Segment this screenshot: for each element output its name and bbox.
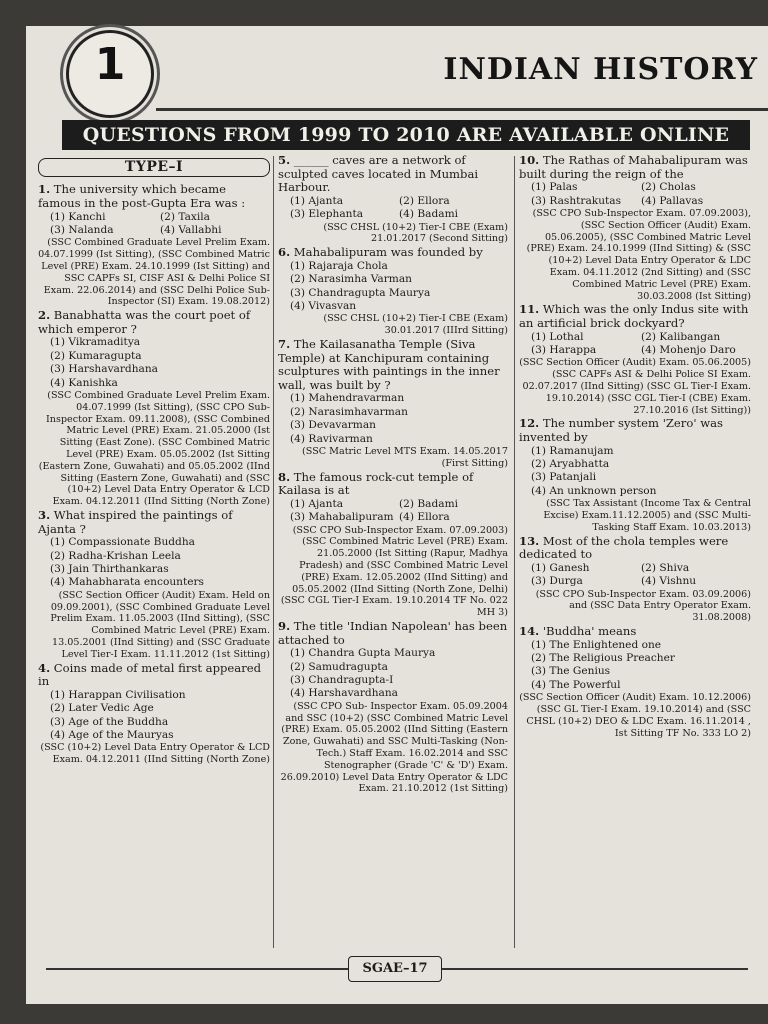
question-item [519,417,751,533]
options-list [278,260,508,314]
option-item: (3) Durga [531,575,583,588]
question-number: 12. [519,416,540,431]
option-item: (4) Vishnu [641,575,697,588]
question-item [519,154,751,302]
options-list [519,639,751,693]
option-item: (2) Radha-Krishan Leela [50,549,181,562]
option-item: (2) The Religious Preacher [531,651,675,664]
question-item [38,509,270,661]
question-item [38,183,270,308]
option-item: (3) Chandragupta Maurya [290,286,431,299]
question-number: 11. [519,302,540,317]
question-stem: The title 'Indian Napolean' has been attached to [278,618,508,647]
exam-source: (SSC Section Officer (Audit) Exam. Held on 09.09.2001), (SSC Combined Graduate Level Prelim Exam. 11.05.2003 (IInd Sitting), (SSC Combined Matric Level (PRE) Exam. 13.05.2001 (IInd Sitting) and (SSC Graduate Level Tier-I Exam. 11.11.2012 (1st Sitting) [50,589,270,660]
question-text [519,625,751,639]
option-item: (1) Chandra Gupta Maurya [290,647,436,660]
option-item: (3) Mahabalipuram [290,511,394,524]
option-item: (2) Shiva [641,561,690,574]
option-item: (2) Narasimha Varman [290,273,412,286]
question-number: 2. [38,308,51,323]
question-text [278,620,508,647]
question-item [278,246,508,337]
question-number: 14. [519,623,540,638]
exam-source: (SSC Section Officer (Audit) Exam. 05.06.2005) (SSC CAPFs ASI & Delhi Police SI Exam. 02.07.2017 (IInd Sitting) (SSC GL Tier-I Exam. 19.10.2014) (SSC CGL Tier-I (CBE) Exam. 27.10.2016 (Ist Sitting)) [519,357,751,416]
option-item: (3) Chandragupta-I [290,673,394,686]
option-item: (4) Pallavas [641,194,704,207]
question-item [278,620,508,795]
options-list [38,536,270,590]
options-list [278,647,508,701]
option-item: (4) Ravivarman [290,432,373,445]
question-number: 4. [38,660,51,675]
option-item: (2) Samudragupta [290,660,388,673]
option-item: (1) Ajanta [290,497,344,510]
option-item: (1) Compassionate Buddha [50,536,195,549]
option-item: (1) Lothal [531,330,584,343]
option-item: (1) Rajaraja Chola [290,259,388,272]
question-stem: Most of the chola temples were dedicated to [519,533,729,562]
online-banner: QUESTIONS FROM 1999 TO 2010 ARE AVAILABLE ONLINE [62,120,750,150]
question-number: 5. [278,153,291,167]
option-item: (3) Patanjali [531,471,597,484]
exam-source: (SSC CPO Sub-Inspector Exam. 07.09.2003) (SSC Combined Matric Level (PRE) Exam. 21.05.2000 (Ist Sitting (Rapur, Madhya Pradesh) and (SSC Combined Matric Level (PRE) Exam. 12.05.2002 (IInd Sitting) and 05.05.2002 (IInd Sitting (North Zone, Delhi) (SSC CGL Tier-I Exam. 19.10.2014 TF No. 022 MH 3) [280,524,508,619]
question-stem: Coins made of metal first appeared in [38,660,262,689]
column-divider [273,156,274,948]
exam-source: (SSC CHSL (10+2) Tier-I CBE (Exam) 30.01.2017 (IIIrd Sitting) [323,313,508,337]
options-list [38,211,270,238]
question-number: 10. [519,153,540,167]
question-stem: 'Buddha' means [542,623,637,638]
option-item: (3) The Genius [531,665,611,678]
title-underline [156,108,768,111]
question-number: 3. [38,507,51,522]
options-list [38,689,270,743]
options-list [278,498,508,525]
option-item: (4) Harshavardhana [290,687,398,700]
option-item: (2) Cholas [641,181,696,194]
question-text [519,417,751,444]
option-item: (3) Devavarman [290,419,376,432]
question-item [38,309,270,508]
question-text [278,154,508,195]
question-text [278,246,508,260]
option-item: (4) The Powerful [531,678,621,691]
exam-source: (SSC CPO Sub-Inspector Exam. 07.09.2003), (SSC Section Officer (Audit) Exam. 05.06.2005), (SSC Combined Matric Level (PRE) Exam. 24.10.1999 (IInd Sitting) & (SSC (10+2) Level Data Entry Operator & LDC Exam. 04.11.2012 (2nd Sitting) and (SSC Combined Matric Level (PRE) Exam. 30.03.2008 (Ist Sitting) [526,208,751,302]
question-stem: The university which became famous in the post-Gupta Era was : [38,182,246,210]
question-stem: What inspired the paintings of Ajanta ? [38,507,233,536]
column-middle [278,154,508,796]
question-stem: Which was the only Indus site with an artificial brick dockyard? [519,302,749,330]
question-stem: The Kailasanatha Temple (Siva Temple) at Kanchipuram containing sculptures with paintings in the inner wall, was built by ? [278,337,500,392]
option-item: (4) Kanishka [50,376,118,389]
option-item: (1) Palas [531,181,578,194]
options-list [519,331,751,358]
option-item: (1) Mahendravarman [290,392,405,405]
question-item [278,154,508,245]
option-item: (4) Ellora [399,511,450,524]
option-item: (1) Kanchi [50,210,106,223]
option-item: (1) Ajanta [290,194,344,207]
option-item: (3) Elephanta [290,208,364,221]
options-list [519,562,751,589]
question-text [519,535,751,562]
question-stem: The number system 'Zero' was invented by [519,416,723,444]
column-divider [514,156,515,948]
question-text [278,338,508,392]
options-list [519,445,751,499]
question-number: 1. [38,182,51,197]
page-footer: SGAE–17 [348,956,442,982]
option-item: (3) Rashtrakutas [531,194,622,207]
question-item [278,338,508,470]
question-stem: Mahabalipuram was founded by [293,245,483,260]
question-item [278,471,508,619]
option-item: (2) Aryabhatta [531,457,610,470]
question-stem: The Rathas of Mahabalipuram was built during the reign of the [519,153,748,181]
option-item: (3) Jain Thirthankaras [50,562,169,575]
question-stem: ______ caves are a network of sculpted caves located in Mumbai Harbour. [278,153,479,195]
options-list [278,392,508,446]
option-item: (1) The Enlightened one [531,638,662,651]
options-list [38,336,270,390]
exam-source: (SSC (10+2) Level Data Entry Operator & LCD Exam. 04.12.2011 (IInd Sitting (North Zone) [40,742,270,766]
option-item: (4) Age of the Mauryas [50,728,174,741]
option-item: (2) Ellora [399,194,450,207]
column-right [519,154,751,740]
option-item: (2) Kumaragupta [50,349,142,362]
exam-source: (SSC Section Officer (Audit) Exam. 10.12.2006) (SSC GL Tier-I Exam. 19.10.2014) and (SSC CHSL (10+2) DEO & LDC Exam. 16.11.2014 , Ist Sitting TF No. 333 LO 2) [519,692,751,739]
option-item: (3) Harappa [531,343,597,356]
exam-source: (SSC Combined Graduate Level Prelim Exam. 04.07.1999 (Ist Sitting), (SSC CPO Sub-Inspector Exam. 09.11.2008), (SSC Combined Matric Level (PRE) Exam. 21.05.2000 (Ist Sitting (East Zone). (SSC Combined Matric Level (PRE) Exam. 05.05.2002 (Ist Sitting (Eastern Zone, Guwahati) and 05.05.2002 (IInd Sitting (Eastern Zone, Guwahati) and (SSC (10+2) Level Data Entry Operator & LCD Exam. 04.12.2011 (IInd Sitting (North Zone) [38,390,270,508]
question-number: 7. [278,337,291,351]
options-list [519,181,751,208]
type-label: TYPE–I [38,158,270,177]
option-item: (1) Vikramaditya [50,336,141,349]
option-item: (2) Badami [399,497,459,510]
exam-source: (SSC Combined Graduate Level Prelim Exam. 04.07.1999 (Ist Sitting), (SSC Combined Matric Level (PRE) Exam. 24.10.1999 (Ist Sitting) and SSC CAPFs SI, CISF ASI & Delhi Police SI Exam. 22.06.2014) and (SSC Delhi Police Sub-Inspector (SI) Exam. 19.08.2012) [38,237,270,308]
question-text [519,154,751,181]
chapter-title: INDIAN HISTORY [443,52,758,87]
question-item [519,535,751,624]
question-stem: Banabhatta was the court poet of which emperor ? [38,308,251,336]
question-number: 13. [519,533,540,548]
option-item: (2) Narasimhavarman [290,405,408,418]
book-page [26,26,768,1004]
option-item: (4) Mohenjo Daro [641,343,736,356]
chapter-number-badge [66,30,154,118]
option-item: (3) Age of the Buddha [50,715,169,728]
question-stem: The famous rock-cut temple of Kailasa is at [278,469,474,498]
exam-source: (SSC Matric Level MTS Exam. 14.05.2017 (First Sitting) [302,446,508,469]
question-text [519,303,751,330]
option-item: (3) Nalanda [50,224,114,236]
option-item: (1) Harappan Civilisation [50,688,186,701]
option-item: (2) Later Vedic Age [50,702,154,715]
exam-source: (SSC CPO Sub- Inspector Exam. 05.09.2004 and SSC (10+2) (SSC Combined Matric Level (PRE) Exam. 05.05.2002 (IInd Sitting (Eastern Zone, Guwahati) and SSC Multi-Tasking (Non-Tech.) Staff Exam. 16.02.2014 and SSC Stenographer (Grade 'C' & 'D') Exam. 26.09.2010) Level Data Entry Operator & LDC Exam. 21.10.2012 (1st Sitting) [280,700,508,795]
question-text [38,509,270,536]
option-item: (1) Ganesh [531,561,590,574]
option-item: (4) Mahabharata encounters [50,576,204,589]
question-item [519,303,751,416]
option-item: (4) An unknown person [531,484,657,497]
exam-source: (SSC Tax Assistant (Income Tax & Central Excise) Exam.11.12.2005) and (SSC Multi-Tasking Staff Exam. 10.03.2013) [543,498,751,533]
question-text [278,471,508,498]
column-left [38,154,270,767]
option-item: (2) Kalibangan [641,330,721,343]
option-item: (2) Taxila [160,210,210,223]
option-item: (4) Badami [399,208,459,221]
chapter-number: 1 [94,39,126,90]
exam-source: (SSC CHSL (10+2) Tier-I CBE (Exam) 21.01.2017 (Second Sitting) [323,221,508,245]
question-text [38,309,270,336]
exam-source: (SSC CPO Sub-Inspector Exam. 03.09.2006) and (SSC Data Entry Operator Exam. 31.08.2008) [535,588,751,624]
option-item: (4) Vivasvan [290,300,357,312]
question-item [38,662,270,766]
option-item: (1) Ramanujam [531,444,614,457]
question-number: 9. [278,618,291,633]
options-list [278,195,508,222]
question-text [38,183,270,210]
question-number: 6. [278,245,291,260]
question-item [519,625,751,739]
question-text [38,662,270,689]
option-item: (4) Vallabhi [160,224,222,236]
option-item: (3) Harshavardhana [50,363,158,376]
question-number: 8. [278,469,291,484]
